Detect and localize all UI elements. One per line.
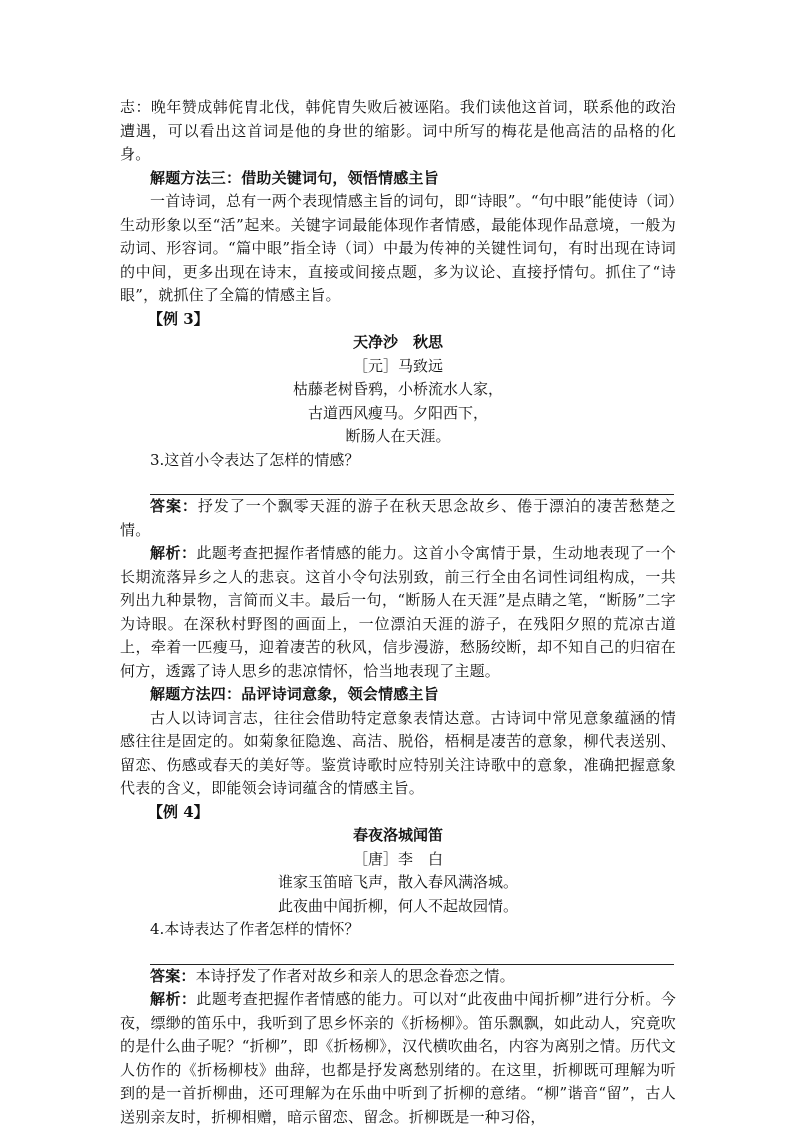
example4-answer <box>120 965 676 989</box>
method4-body: 古人以诗词言志，往往会借助特定意象表情达意。古诗词中常见意象蕴涵的情感往往是固定的。如菊象征隐逸、高洁、脱俗，梧桐是凄苦的意象，柳代表送别、留恋、伤感或春天的美好等。鉴赏诗歌时应特别关注诗歌中的意象，准确把握意象代表的含义，即能领会诗词蕴含的情感主旨。 <box>120 708 676 797</box>
example4-author: ［唐］李 白 <box>352 849 443 868</box>
answer-text: 抒发了一个飘零天涯的游子在秋天思念故乡、倦于漂泊的凄苦愁楚之情。 <box>120 497 676 539</box>
method3-body: 一首诗词，总有一两个表现情感主旨的词句，即“诗眼”。“句中眼”能使诗（词）生动形象以至“活”起来。关键字词最能体现作者情感，最能体现作品意境，一般为动词、形容词。“篇中眼”指全诗（词）中最为传神的关键性词句，有时出现在诗词的中间，更多出现在诗末，直接或间接点题，多为议论、直接抒情句。抓住了“诗眼”，就抓住了全篇的情感主旨。 <box>120 192 676 304</box>
example3-analysis <box>120 542 676 683</box>
answer-text: 本诗抒发了作者对故乡和亲人的思念眷恋之情。 <box>195 966 515 985</box>
answer-label: 答案： <box>150 497 198 515</box>
example3-poem-line: 古道西风瘦马。夕阳西下， <box>307 403 488 422</box>
example4-poem-line: 谁家玉笛暗飞声，散入春风满洛城。 <box>277 873 518 891</box>
analysis-label: 解析： <box>150 990 197 1008</box>
method4-heading: 解题方法四：品评诗词意象，领会情感主旨 <box>150 685 439 703</box>
analysis-label: 解析： <box>150 544 197 562</box>
example4-label: 【例 4】 <box>148 802 209 821</box>
example3-poem-line: 断肠人在天涯。 <box>345 427 451 445</box>
answer-label: 答案： <box>150 966 196 985</box>
example3-question: 3.这首小令表达了怎样的情感？ <box>150 450 360 469</box>
document-page <box>120 96 676 1129</box>
example3-answer-blank <box>150 472 674 495</box>
analysis-text: 此题考查把握作者情感的能力。可以对“此夜曲中闻折柳”进行分析。今夜，缥缈的笛乐中，我听到了思乡怀亲的《折杨柳》。笛乐飘飘，如此动人，究竟吹的是什么曲子呢？“折柳”，即《折杨柳》，汉代横吹曲名，内容为离别之情。历代文人仿作的《折杨柳枝》曲辞，也都是抒发离愁别绪的。在这里，折柳既可理解为听到的是一首折柳曲，还可理解为在乐曲中听到了折柳的意绪。“柳”谐音“留”，古人送别亲友时，折柳相赠，暗示留恋、留念。折柳既是一种习俗， <box>120 990 676 1126</box>
example3-label: 【例 3】 <box>148 309 209 328</box>
example3-poem-line: 枯藤老树昏鸦，小桥流水人家， <box>292 380 503 398</box>
example4-poem-line: 此夜曲中闻折柳，何人不起故园情。 <box>277 896 518 915</box>
analysis-text: 此题考查把握作者情感的能力。这首小令寓情于景，生动地表现了一个长期流落异乡之人的悲哀。这首小令句法别致，前三行全由名词性词组构成，一共列出九种景物，言简而义丰。最后一句，“断肠人在天涯”是点睛之笔，“断肠”二字为诗眼。在深秋村野图的画面上，一位漂泊天涯的游子，在残阳夕照的荒凉古道上，牵着一匹瘦马，迎着凄苦的秋风，信步漫游，愁肠绞断，却不知自己的归宿在何方，透露了诗人思乡的悲凉情怀，恰当地表现了主题。 <box>120 544 676 680</box>
example4-analysis <box>120 988 676 1129</box>
method3-heading: 解题方法三：借助关键词句，领悟情感主旨 <box>150 168 439 187</box>
example3-answer <box>120 495 676 542</box>
example3-poem-title: 天净沙 秋思 <box>352 333 443 351</box>
example4-poem-title: 春夜洛城闻笛 <box>352 826 443 844</box>
example4-answer-blank <box>150 942 674 965</box>
example4-question: 4.本诗表达了作者怎样的情怀？ <box>150 920 360 938</box>
example3-author: ［元］马致远 <box>352 356 443 375</box>
intro-paragraph: 志：晚年赞成韩侂胄北伐，韩侂胄失败后被诬陷。我们读他这首词，联系他的政治遭遇，可以看出这首词是他的身世的缩影。词中所写的梅花是他高洁的品格的化身。 <box>120 98 676 163</box>
